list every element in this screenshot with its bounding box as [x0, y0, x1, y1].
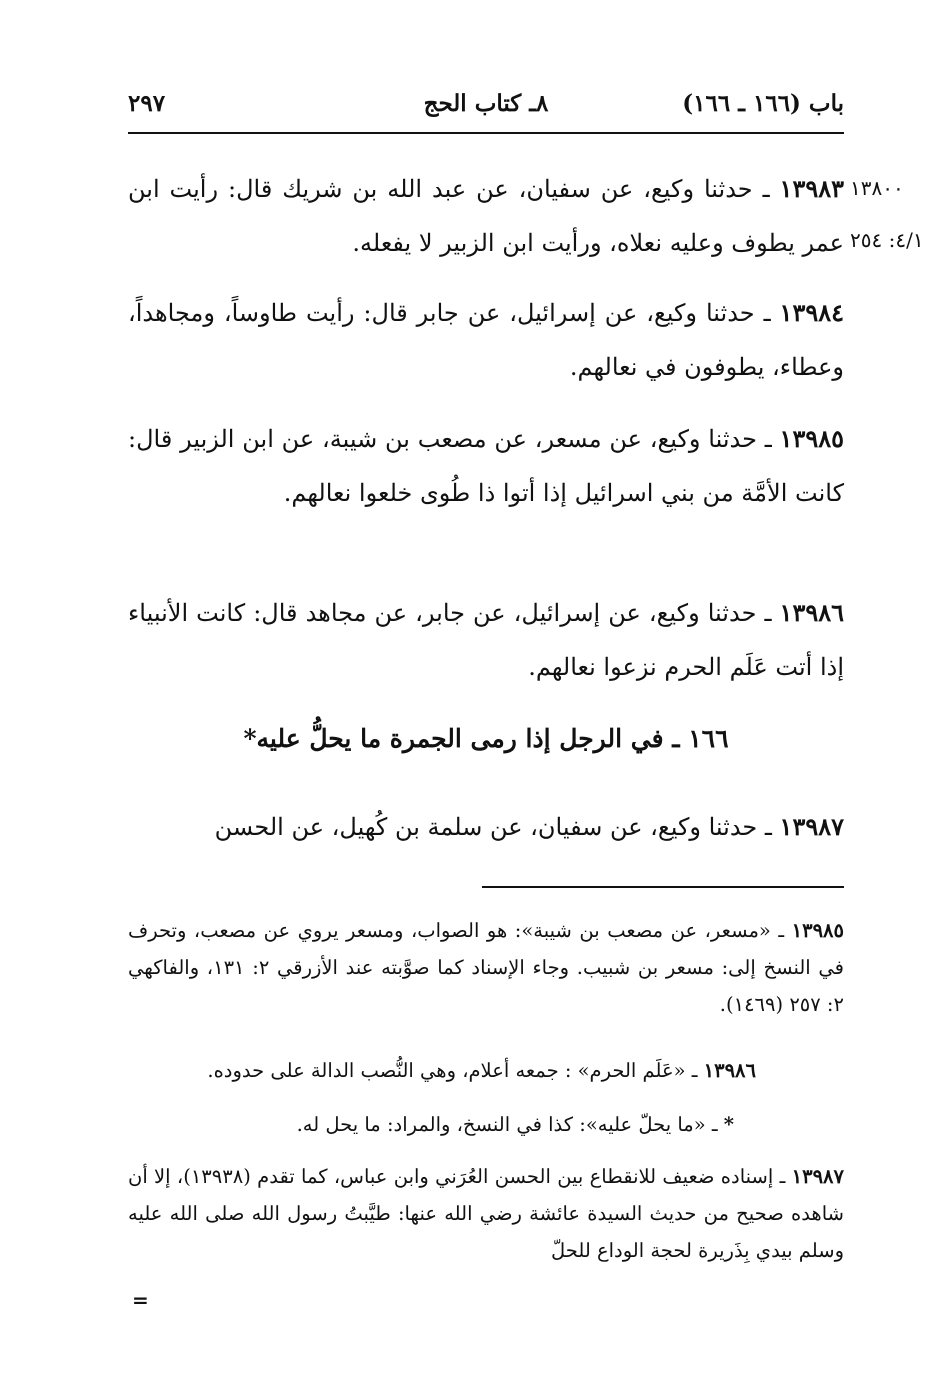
footnote-text: ـ إسناده ضعيف للانقطاع بين الحسن العُرَني وابن عباس، كما تقدم (١٣٩٣٨)، إلا أن شاهده صحيح من حديث السيدة عائشة رضي الله عنها: طيَّبتُ رسول الله صلى الله عليه وسلم بيدي بِذَريرة لحجة الوداع للحلّ — [128, 1165, 844, 1262]
footnote — [128, 912, 844, 1023]
hadith-number: ١٣٩٨٣ — [779, 174, 844, 203]
footnote-number: ١٣٩٨٦ — [703, 1059, 756, 1082]
footnote — [128, 1106, 844, 1143]
hadith-text: ـ حدثنا وكيع، عن مسعر، عن مصعب بن شيبة، عن ابن الزبير قال: كانت الأمَّة من بني اسرائيل إذا أتوا ذا طُوى خلعوا نعالهم. — [128, 425, 844, 507]
margin-volume-ref: ٤/١: ٢٥٤ — [850, 228, 924, 252]
footnote — [128, 1158, 844, 1269]
footnote-text: ـ «مسعر، عن مصعب بن شيبة»: هو الصواب، ومسعر يروي عن مصعب، وتحرف في النسخ إلى: مسعر بن شبيب. وجاء الإسناد كما صوَّبته عند الأزرقي ٢: ١٣١، والفاكهي ٢: ٢٥٧ (١٤٦٩). — [128, 919, 844, 1016]
header-rule — [128, 132, 844, 134]
footnote-text: ـ «ما يحلّ عليه»: كذا في النسخ، والمراد: ما يحل له. — [296, 1113, 724, 1136]
hadith-text: ـ حدثنا وكيع، عن إسرائيل، عن جابر، عن مجاهد قال: كانت الأنبياء إذا أتت عَلَم الحرم نزعوا نعالهم. — [128, 599, 844, 681]
page-header — [128, 82, 844, 134]
hadith-number: ١٣٩٨٧ — [779, 812, 844, 841]
book-title: ٨ـ كتاب الحج — [423, 90, 549, 117]
footnote-number: ١٣٩٨٥ — [791, 919, 844, 942]
hadith-paragraph — [128, 412, 844, 520]
continuation-mark: = — [132, 1288, 149, 1312]
chapter-heading: ١٦٦ ـ في الرجل إذا رمى الجمرة ما يحلُّ عليه* — [243, 724, 729, 753]
hadith-paragraph — [128, 286, 844, 394]
hadith-paragraph — [128, 586, 844, 694]
chapter-range: باب (١٦٦ ـ ١٦٦) — [682, 90, 844, 117]
hadith-text: ـ حدثنا وكيع، عن إسرائيل، عن جابر قال: رأيت طاوساً، ومجاهداً، وعطاء، يطوفون في نعالهم. — [128, 299, 844, 381]
footnote-number: ١٣٩٨٧ — [791, 1165, 844, 1188]
margin-ref-number: ١٣٨٠٠ — [850, 176, 904, 200]
hadith-text: ـ حدثنا وكيع، عن سفيان، عن سلمة بن كُهيل، عن الحسن — [214, 813, 780, 841]
hadith-number: ١٣٩٨٦ — [779, 598, 844, 627]
hadith-paragraph — [128, 800, 844, 854]
hadith-number: ١٣٩٨٥ — [779, 424, 844, 453]
hadith-number: ١٣٩٨٤ — [779, 298, 844, 327]
footnote — [128, 1052, 844, 1089]
footnote-text: ـ «عَلَم الحرم» : جمعه أعلام، وهي النُّصب الدالة على حدوده. — [207, 1059, 704, 1082]
hadith-paragraph — [128, 162, 844, 270]
page-number: ٢٩٧ — [128, 90, 166, 117]
hadith-text: ـ حدثنا وكيع، عن سفيان، عن عبد الله بن شريك قال: رأيت ابن عمر يطوف وعليه نعلاه، ورأيت ابن الزبير لا يفعله. — [128, 175, 844, 257]
footnote-marker: * — [723, 1113, 734, 1136]
footnote-separator — [482, 886, 844, 888]
